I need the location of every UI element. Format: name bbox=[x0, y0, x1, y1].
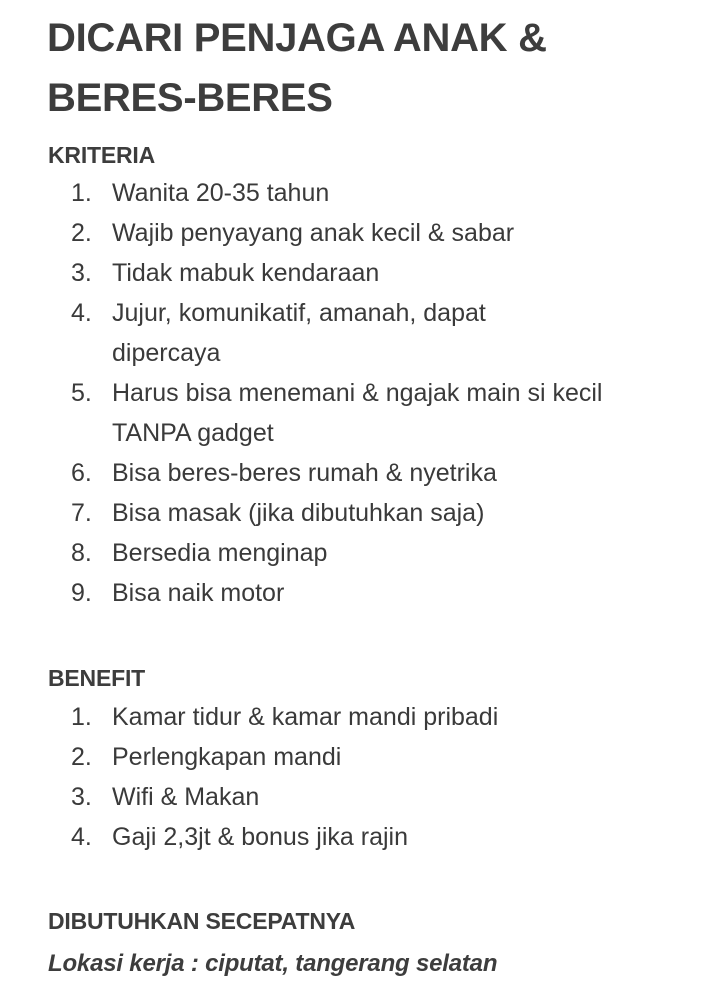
page-title: DICARI PENJAGA ANAK & BERES-BERES bbox=[47, 16, 547, 120]
list-text: Wajib penyayang anak kecil & sabar bbox=[112, 219, 515, 247]
kriteria-list bbox=[0, 173, 711, 613]
list-item bbox=[0, 817, 672, 857]
list-number: 3. bbox=[71, 259, 92, 287]
list-item bbox=[0, 493, 672, 533]
list-item bbox=[0, 737, 672, 777]
list-item bbox=[0, 213, 672, 253]
list-number: 1. bbox=[71, 703, 92, 731]
list-text: Kamar tidur & kamar mandi pribadi bbox=[112, 703, 499, 731]
list-item bbox=[0, 173, 672, 213]
list-text: Wifi & Makan bbox=[112, 783, 260, 811]
list-text: Bisa beres-beres rumah & nyetrika bbox=[112, 459, 497, 487]
list-item bbox=[0, 697, 672, 737]
list-text: Bisa masak (jika dibutuhkan saja) bbox=[112, 499, 485, 527]
list-number: 4. bbox=[71, 823, 92, 851]
list-text: Jujur, komunikatif, amanah, dapat dipercaya bbox=[112, 299, 486, 367]
list-item bbox=[0, 533, 672, 573]
list-item bbox=[0, 453, 672, 493]
list-number: 8. bbox=[71, 539, 92, 567]
list-number: 1. bbox=[71, 179, 92, 207]
list-text: Tidak mabuk kendaraan bbox=[112, 259, 380, 287]
benefit-heading: BENEFIT bbox=[48, 665, 145, 691]
list-item bbox=[0, 253, 672, 293]
list-text: Harus bisa menemani & ngajak main si kecil TANPA gadget bbox=[112, 379, 603, 447]
urgency-heading: DIBUTUHKAN SECEPATNYA bbox=[48, 908, 356, 934]
benefit-list bbox=[0, 697, 711, 857]
list-number: 3. bbox=[71, 783, 92, 811]
list-item bbox=[0, 573, 672, 613]
list-text: Gaji 2,3jt & bonus jika rajin bbox=[112, 823, 408, 851]
list-item bbox=[0, 293, 552, 373]
list-item bbox=[0, 373, 672, 453]
list-number: 7. bbox=[71, 499, 92, 527]
list-number: 2. bbox=[71, 743, 92, 771]
list-text: Bisa naik motor bbox=[112, 579, 285, 607]
list-number: 5. bbox=[71, 379, 92, 407]
list-number: 2. bbox=[71, 219, 92, 247]
work-location: Lokasi kerja : ciputat, tangerang selatan bbox=[48, 950, 498, 977]
kriteria-heading: KRITERIA bbox=[48, 142, 156, 168]
list-item bbox=[0, 777, 672, 817]
list-text: Wanita 20-35 tahun bbox=[112, 179, 330, 207]
list-number: 9. bbox=[71, 579, 92, 607]
list-text: Bersedia menginap bbox=[112, 539, 328, 567]
list-number: 4. bbox=[71, 299, 92, 327]
list-number: 6. bbox=[71, 459, 92, 487]
list-text: Perlengkapan mandi bbox=[112, 743, 342, 771]
